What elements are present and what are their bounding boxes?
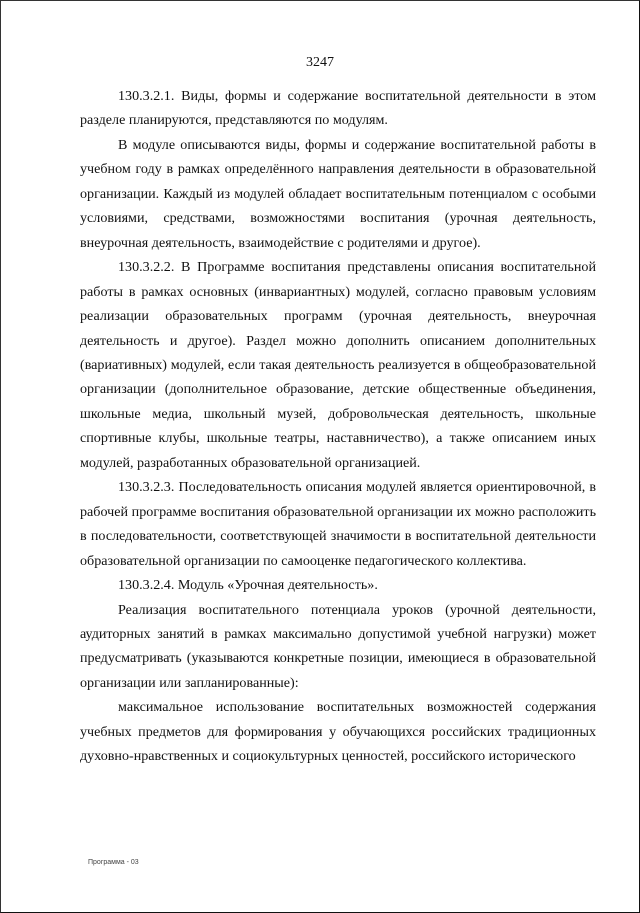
paragraph-max-use: максимальное использование воспитательных возможностей содержания учебных предметов для формирования у обучающихся российских традиционных духовно-нравственных и социокультурных ценностей, российского исторического: [80, 699, 596, 765]
paragraph-130-3-2-1: 130.3.2.1. Виды, формы и содержание воспитательной деятельности в этом разделе планируются, представляются по модулям.: [80, 88, 596, 129]
document-body: [80, 84, 596, 769]
paragraph-130-3-2-3: 130.3.2.3. Последовательность описания модулей является ориентировочной, в рабочей программе воспитания образовательной организации их можно расположить в последовательности, соответствующей значимости в воспитательной деятельности образовательной организации по самооценке педагогического коллектива.: [80, 479, 596, 569]
page-footer: Программа - 03: [88, 859, 139, 866]
paragraph-130-3-2-4-heading: 130.3.2.4. Модуль «Урочная деятельность».: [118, 577, 378, 594]
paragraph-lesson-potential: Реализация воспитательного потенциала уроков (урочной деятельности, аудиторных занятий в рамках максимально допустимой учебной нагрузки) может предусматривать (указываются конкретные позиции, имеющиеся в образовательной организации или запланированные):: [80, 601, 596, 691]
paragraph-130-3-2-2: 130.3.2.2. В Программе воспитания представлены описания воспитательной работы в рамках основных (инвариантных) модулей, согласно правовым условиям реализации образовательных программ (урочная деятельность, внеурочная деятельность и другое). Раздел можно дополнить описанием дополнительных (вариативных) модулей, если такая деятельность реализуется в общеобразовательной организации (дополнительное образование, детские общественные объединения, школьные медиа, школьный музей, добровольческая деятельность, школьные спортивные клубы, школьные театры, наставничество), а также описанием иных модулей, разработанных образовательной организацией.: [80, 259, 596, 471]
paragraph-modules-description: В модуле описываются виды, формы и содержание воспитательной работы в учебном году в рамках определённого направления деятельности в образовательной организации. Каждый из модулей обладает воспитательным потенциалом с особыми условиями, средствами, возможностями воспитания (урочная деятельность, внеурочная деятельность, взаимодействие с родителями и другое).: [80, 136, 596, 251]
page-number: 3247: [306, 55, 334, 70]
